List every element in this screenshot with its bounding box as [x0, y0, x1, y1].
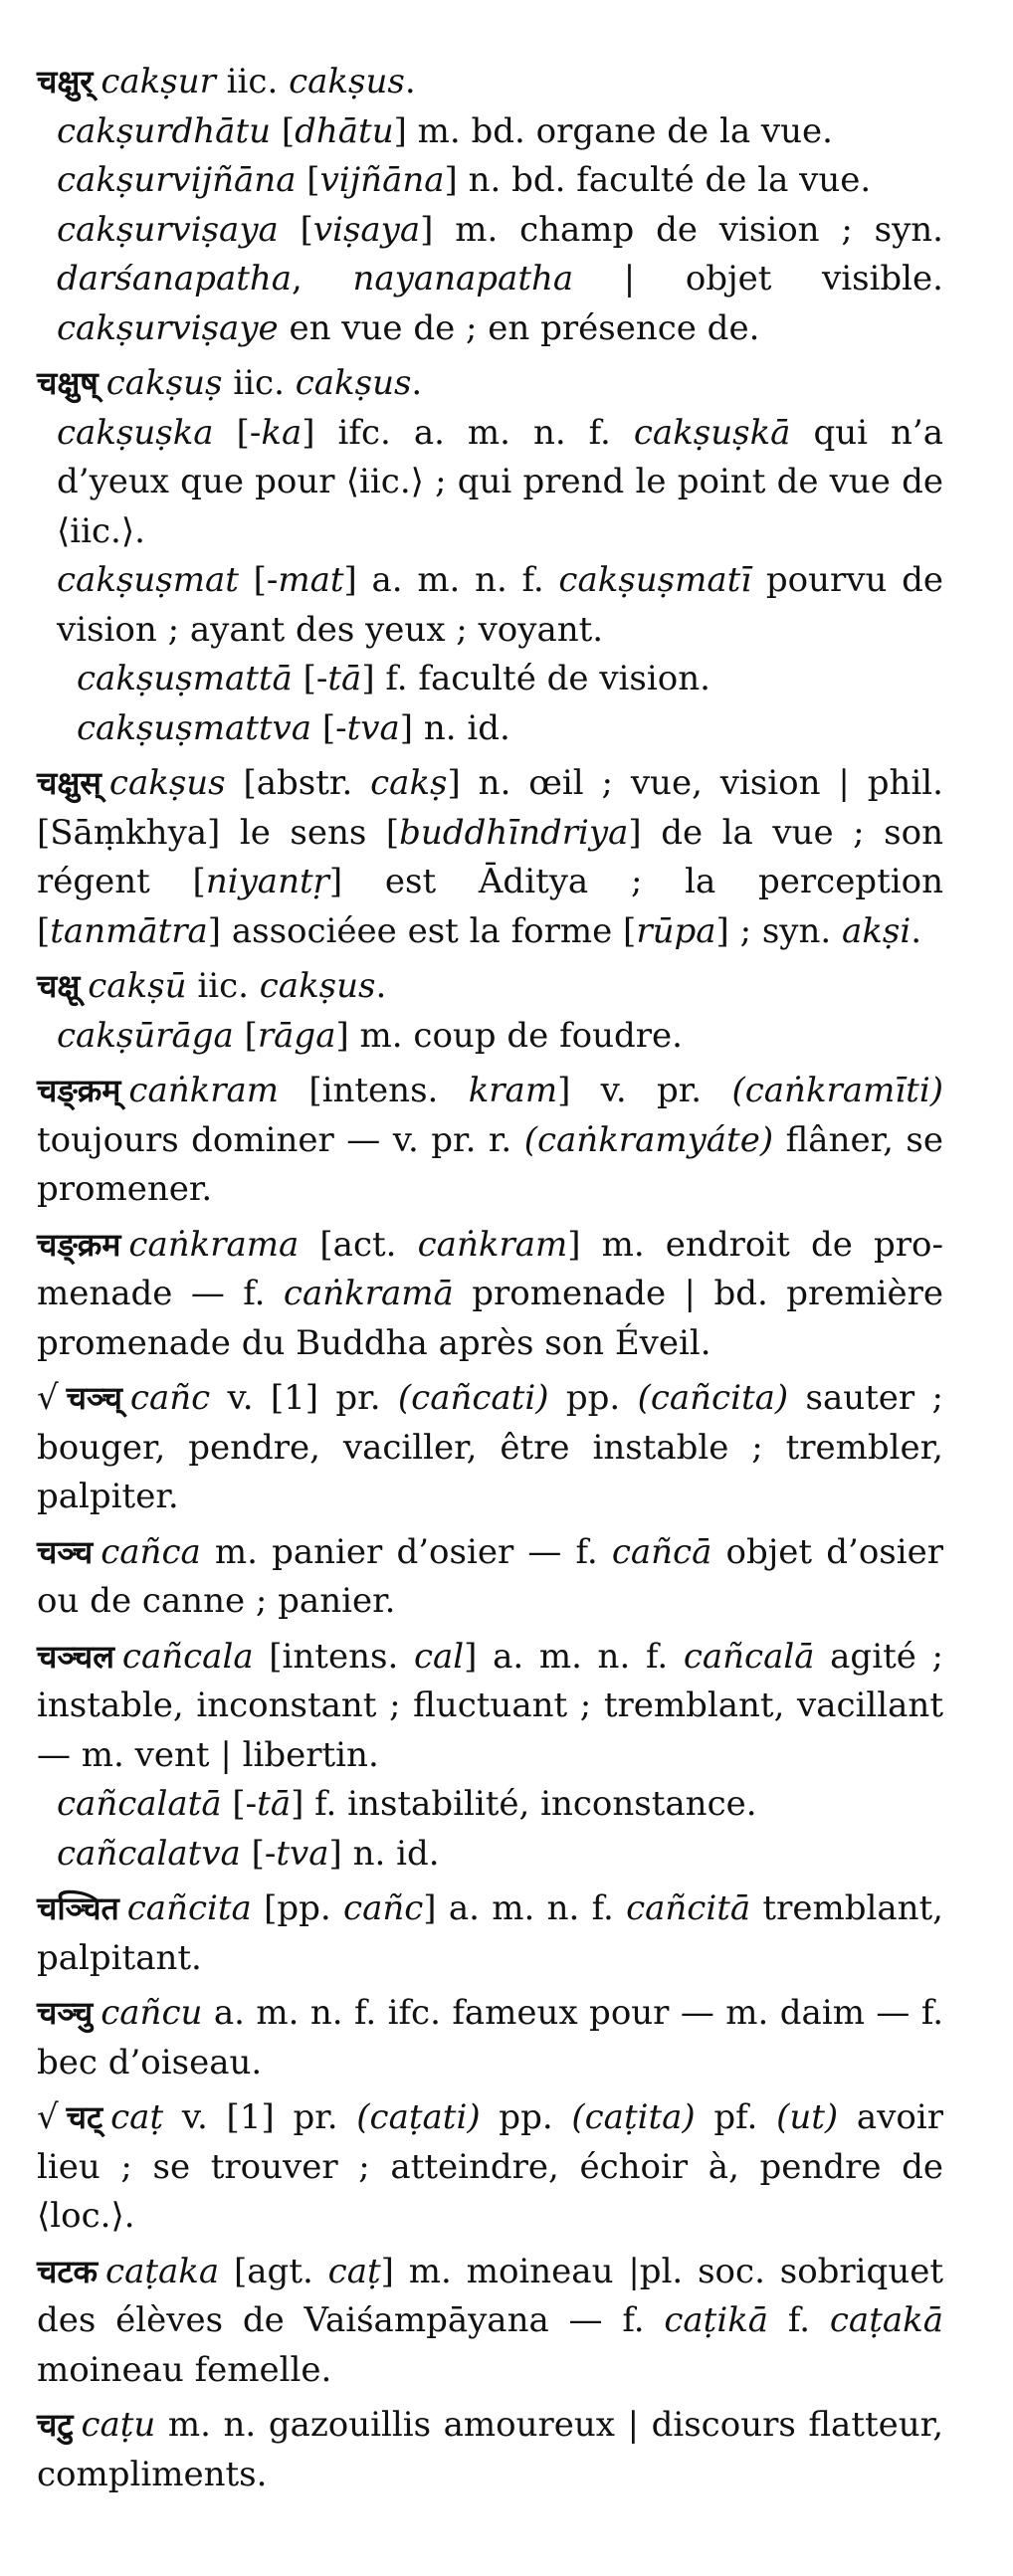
transliteration: cañcita [126, 1888, 252, 1928]
dictionary-entry [37, 359, 943, 409]
entry-text: qui n’a d’yeux que pour ⟨iic.⟩ ; qui prend le point de vue de ⟨iic.⟩. [57, 412, 943, 551]
italic-term: cañc [343, 1888, 424, 1928]
italic-term: cakṣuṣmatī [558, 560, 752, 600]
transliteration: cakṣurvijñāna [57, 160, 297, 200]
entry-text: flâner, se promener. [37, 1119, 943, 1209]
transliteration: cañcalatā [57, 1784, 222, 1824]
entry-text: ] m. endroit de promenade — f. [37, 1224, 943, 1313]
devanagari-headword: चक्षुष् [37, 364, 99, 402]
italic-term: tanmātra [50, 910, 208, 951]
devanagari-headword: चञ्च [37, 1532, 94, 1571]
entry-text: | objet visible. [573, 259, 943, 298]
devanagari-headword: चञ्च् [66, 1379, 122, 1417]
entry-text: [- [213, 412, 262, 453]
entry-text: [agt. [219, 2251, 328, 2291]
italic-term: akṣi [842, 910, 912, 951]
italic-term: cakṣus [289, 62, 405, 101]
italic-term: cakṣurviṣaye [57, 307, 279, 348]
dictionary-entry [37, 1528, 943, 1627]
transliteration: cañca [101, 1531, 201, 1572]
italic-term: cakṣus [259, 966, 376, 1006]
entry-text: ] f. instabilité, inconstance. [291, 1784, 757, 1824]
entry-text: [ [296, 160, 320, 200]
transliteration: cakṣurviṣaya [57, 209, 279, 250]
transliteration: cañcu [101, 1993, 203, 2033]
transliteration: cakṣuṣka [57, 412, 214, 453]
italic-term: cakṣus [295, 363, 412, 403]
italic-term: kram [468, 1071, 558, 1110]
entry-text: [act. [299, 1224, 418, 1265]
italic-term: mat [278, 560, 344, 600]
transliteration: caṅkrama [128, 1224, 300, 1265]
dictionary-entry [37, 1633, 943, 1781]
entry-text: ] m. coup de foudre. [335, 1015, 683, 1056]
entry-text: iic. [186, 966, 260, 1006]
entry-text: [abstr. [225, 763, 371, 803]
italic-term: viṣaya [312, 209, 421, 250]
transliteration: cakṣur [101, 62, 216, 101]
italic-term: caṅkram [417, 1224, 568, 1265]
italic-term: nayanapatha [352, 259, 574, 298]
entry-text: a. m. n. f. ifc. fameux pour — m. daim — f. bec d’oiseau. [37, 1993, 943, 2082]
entry-text: ] ; syn. [715, 910, 843, 951]
dictionary-subentry [37, 1012, 943, 1062]
devanagari-headword: चक्षुस् [37, 764, 101, 802]
devanagari-headword: चक्षू [37, 967, 81, 1005]
devanagari-headword: चङ्क्रम [37, 1225, 121, 1264]
entry-text: ] n. bd. faculté de la vue. [444, 160, 872, 200]
italic-term: tva [346, 707, 400, 748]
italic-term: tva [276, 1833, 329, 1874]
entry-text: m. panier d’osier — f. [200, 1531, 612, 1572]
transliteration: cakṣuṣmattva [77, 707, 312, 748]
italic-term: tā [257, 1784, 292, 1824]
entry-text: tremblant, palpitant. [37, 1888, 943, 1978]
italic-term: (caṅkramyáte) [523, 1119, 774, 1160]
entry-text: ] m. champ de vision ; syn. [420, 209, 943, 250]
dictionary-entry [37, 759, 943, 956]
entry-text: v. [1] pr. [163, 2097, 357, 2137]
dictionary-subentry [37, 704, 943, 754]
entry-text: pp. [480, 2097, 572, 2137]
italic-term: niyantṛ [205, 862, 329, 901]
entry-text: m. n. gazouillis amoureux | discours flatteur, compliments. [37, 2405, 943, 2494]
italic-term: cañcā [611, 1531, 712, 1572]
entry-text: [intens. [279, 1071, 469, 1110]
entry-text: ] v. pr. [557, 1071, 732, 1110]
entry-text: ] n. id. [399, 707, 510, 748]
transliteration: cañcala [121, 1636, 254, 1677]
italic-term: vijñāna [319, 160, 445, 200]
transliteration: cañcalatva [57, 1833, 241, 1874]
dictionary-entry [37, 58, 943, 107]
devanagari-headword: चटु [37, 2406, 74, 2444]
transliteration: cakṣūrāga [57, 1015, 234, 1056]
entry-text: . [411, 363, 423, 403]
entry-text: toujours dominer — v. pr. r. [37, 1119, 524, 1160]
entry-text: pourvu de vision ; ayant des yeux ; voyant. [57, 560, 943, 650]
entry-text: [ [233, 1015, 258, 1056]
dictionary-entry [37, 2093, 943, 2242]
italic-term: caṅkramā [283, 1274, 454, 1313]
devanagari-headword: चट् [66, 2098, 103, 2136]
entry-text: ] a. m. n. f. [423, 1888, 627, 1928]
italic-term: cal [413, 1636, 465, 1677]
transliteration: cakṣū [88, 966, 187, 1006]
entry-text: ] n. id. [328, 1833, 440, 1874]
italic-term: (cañcati) [397, 1378, 549, 1418]
entry-text: [- [221, 1784, 258, 1824]
entry-text: iic. [215, 62, 290, 101]
entry-text: ] de la vue ; son régent [ [37, 812, 943, 901]
entry-text: v. [1] pr. [210, 1378, 398, 1418]
devanagari-headword: चञ्चित [37, 1889, 119, 1927]
italic-term: ka [261, 412, 303, 453]
entry-text: [- [292, 659, 328, 698]
dictionary-subentry [37, 206, 943, 354]
italic-term: (caṭati) [356, 2097, 481, 2137]
italic-term: cañcitā [626, 1888, 751, 1928]
dictionary-subentry [37, 556, 943, 655]
entry-text: avoir lieu ; se trouver ; atteindre, échoir à, pendre de ⟨loc.⟩. [37, 2097, 943, 2236]
italic-term: buddhīndriya [399, 812, 629, 853]
dictionary-entry [37, 1374, 943, 1522]
italic-term: cakṣ [370, 763, 448, 803]
italic-term: rūpa [636, 910, 716, 951]
transliteration: cakṣuṣmat [57, 560, 239, 600]
devanagari-headword: चक्षुर् [37, 63, 94, 100]
entry-text: ] m. bd. organe de la vue. [393, 110, 833, 151]
italic-term: (caṅkramīti) [731, 1071, 943, 1110]
dictionary-entry [37, 2248, 943, 2396]
entry-text: en vue de ; en présence de. [278, 307, 760, 348]
dictionary-entry [37, 1067, 943, 1215]
entry-text: ] f. faculté de vision. [361, 659, 710, 698]
entry-text: . [375, 966, 387, 1006]
entry-text: . [404, 62, 416, 101]
entry-text: , [292, 259, 353, 298]
root-mark: √ [37, 1378, 59, 1418]
entry-text: ] a. m. n. f. [464, 1636, 684, 1677]
entry-text: ] m. moineau |pl. soc. sobriquet des élèves de Vaiśampāyana — f. [37, 2251, 944, 2340]
transliteration: cakṣuṣ [105, 363, 223, 403]
italic-term: rāga [257, 1015, 336, 1056]
italic-term: tā [327, 659, 362, 698]
dictionary-subentry [37, 156, 943, 206]
entry-text: objet d’osier ou de canne ; panier. [37, 1531, 943, 1621]
entry-text: [pp. [251, 1888, 344, 1928]
italic-term: caṭ [327, 2251, 381, 2291]
entry-text: ] a. m. n. f. [343, 560, 559, 600]
entry-text: pp. [548, 1378, 638, 1418]
devanagari-headword: चटक [37, 2252, 99, 2290]
entry-text: [- [240, 1833, 277, 1874]
italic-term: (ut) [776, 2097, 839, 2137]
dictionary-subentry [37, 1830, 943, 1880]
devanagari-headword: चञ्चु [37, 1994, 94, 2032]
entry-text: [- [238, 560, 279, 600]
italic-term: caṭikā [664, 2300, 769, 2340]
italic-term: cañcalā [683, 1636, 815, 1677]
devanagari-headword: चञ्चल [37, 1637, 114, 1676]
entry-text: ] associéee est la forme [ [207, 910, 637, 951]
dictionary-subentry [37, 107, 943, 157]
dictionary-entry [37, 1989, 943, 2087]
root-mark: √ [37, 2097, 59, 2137]
italic-term: (caṭita) [571, 2097, 696, 2137]
transliteration: caṭ [110, 2097, 164, 2137]
dictionary-entry [37, 962, 943, 1012]
entry-text: agité ; instable, inconstant ; fluctuant ; tremblant, vacillant — m. vent | libertin. [37, 1636, 943, 1775]
entry-text: [ [278, 209, 313, 250]
transliteration: caṭu [81, 2405, 156, 2445]
dictionary-entry [37, 1221, 943, 1369]
transliteration: caṭaka [105, 2251, 220, 2291]
transliteration: cakṣurdhātu [57, 110, 272, 151]
entry-text: [intens. [253, 1636, 414, 1677]
entry-text: ] ifc. a. m. n. f. [302, 412, 634, 453]
devanagari-headword: चङ्क्रम् [37, 1072, 121, 1109]
transliteration: caṅkram [128, 1071, 279, 1110]
entry-text: f. [768, 2300, 830, 2340]
entry-text: . [911, 910, 922, 951]
entry-text: promenade | bd. première promenade du Buddha après son Éveil. [37, 1274, 943, 1363]
transliteration: cakṣus [108, 763, 226, 803]
dictionary-entry [37, 2401, 943, 2499]
dictionary-entry [37, 1884, 943, 1983]
entry-text: ] n. œil ; vue, vision | phil. [Sāṃkhya] le sens [ [37, 763, 943, 853]
entry-text: moineau femelle. [37, 2349, 332, 2390]
transliteration: cañc [129, 1378, 211, 1418]
italic-term: cakṣuṣkā [633, 412, 791, 453]
transliteration: cakṣuṣmattā [77, 659, 293, 698]
entry-text: ] est Āditya ; la perception [ [37, 862, 943, 951]
dictionary-subentry [37, 655, 943, 704]
dictionary-subentry [37, 409, 943, 557]
entry-text: [ [271, 110, 296, 151]
dictionary-subentry [37, 1780, 943, 1830]
italic-term: (cañcita) [637, 1378, 789, 1418]
italic-term: darśanapatha [57, 259, 293, 298]
entry-text: pf. [695, 2097, 777, 2137]
italic-term: dhātu [295, 110, 394, 151]
italic-term: caṭakā [829, 2300, 944, 2340]
entry-text: [- [311, 707, 347, 748]
entry-text: iic. [222, 363, 296, 403]
entry-text: sauter ; bouger, pendre, vaciller, être instable ; trembler, palpiter. [37, 1378, 944, 1516]
